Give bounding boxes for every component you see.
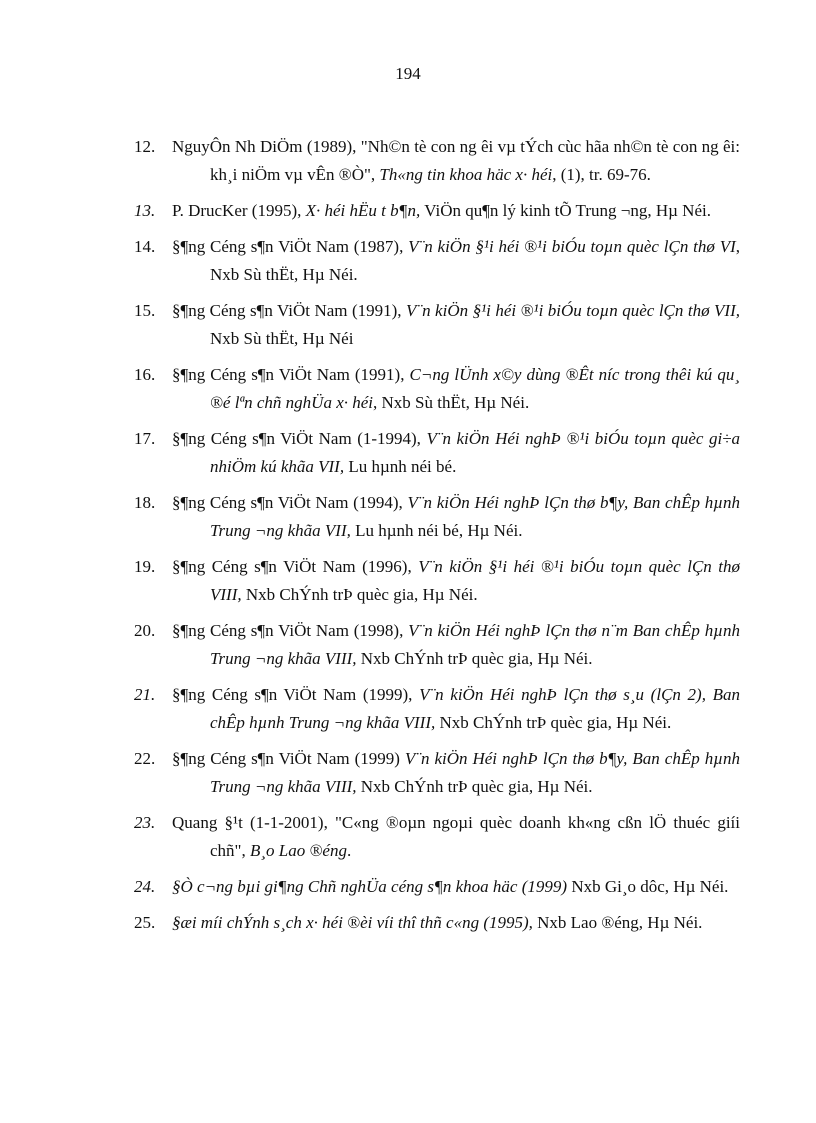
reference-title: C¬ng lÜnh x©y dùng ®Êt níc trong thêi kú qu¸ ®é lªn chñ nghÜa x· héi [210,365,741,412]
reference-item-25 [134,909,740,937]
reference-number: 23. [134,813,156,832]
reference-text: §¶ng Céng s¶n ViÖt Nam (1999), [172,685,420,704]
reference-text: §¶ng Céng s¶n ViÖt Nam (1998), [172,621,409,640]
reference-item-19 [134,553,740,609]
reference-text: §¶ng Céng s¶n ViÖt Nam (1987), [172,237,409,256]
reference-number: 13. [134,201,156,220]
reference-text: ViÖn qu¶n lý kinh tÕ Trung ¬ng, Hµ Néi. [420,201,711,220]
reference-item-23 [134,809,740,865]
reference-text: §¶ng Céng s¶n ViÖt Nam (1999) [172,749,405,768]
reference-item-12 [134,133,740,189]
reference-item-14 [134,233,740,289]
reference-item-24 [134,873,740,901]
reference-text: Nxb Lao ®éng, Hµ Néi. [532,913,703,932]
reference-text: Nxb ChÝnh trÞ quèc gia, Hµ Néi. [356,649,593,668]
reference-number: 12. [134,137,156,156]
reference-text: , (1), tr. 69-76. [552,165,651,184]
reference-text: NguyÔn Nh DiÖm (1989), "Nh©n tè con ng êi vµ tÝch cùc hãa nh©n tè con ng êi: kh¸i niÖm vµ vÊn ®Ò", [172,137,740,184]
reference-item-13 [134,197,740,225]
reference-text: Nxb ChÝnh trÞ quèc gia, Hµ Néi. [435,713,672,732]
reference-text: Nxb ChÝnh trÞ quèc gia, Hµ Néi. [241,585,478,604]
reference-title: V¨n kiÖn Héi nghÞ lÇn thø b¶y, Ban chÊp hµnh Trung ¬ng khãa VII, [210,493,740,540]
reference-number: 19. [134,557,156,576]
reference-title: V¨n kiÖn Héi nghÞ lÇn thø n¨m Ban chÊp hµnh Trung ¬ng khãa VIII, [210,621,740,668]
reference-number: 16. [134,365,156,384]
reference-title: Th«ng tin khoa häc x· héi [379,165,553,184]
reference-item-21 [134,681,740,737]
reference-number: 14. [134,237,156,256]
reference-title: V¨n kiÖn §¹i héi ®¹i biÓu toµn quèc lÇn thø VI [408,237,736,256]
reference-text: . [346,841,352,860]
reference-text: §¶ng Céng s¶n ViÖt Nam (1991), [172,301,407,320]
reference-text: Lu hµnh néi bé. [344,457,457,476]
reference-item-15 [134,297,740,353]
reference-text: §¶ng Céng s¶n ViÖt Nam (1-1994), [172,429,427,448]
reference-item-22 [134,745,740,801]
reference-text: §¶ng Céng s¶n ViÖt Nam (1994), [172,493,408,512]
reference-text: §¶ng Céng s¶n ViÖt Nam (1996), [172,557,419,576]
reference-number: 25. [134,913,156,932]
reference-title: V¨n kiÖn Héi nghÞ lÇn thø b¶y, Ban chÊp hµnh Trung ¬ng khãa VIII, [210,749,740,796]
reference-title: B¸o Lao ®éng [250,841,347,860]
reference-text: Nxb Sù thËt, Hµ Néi [210,329,354,348]
reference-text: , Nxb Sù thËt, Hµ Néi. [210,237,741,284]
reference-title: §Ò c¬ng bµi gi¶ng Chñ nghÜa céng s¶n khoa häc (1999) [172,877,568,896]
reference-number: 15. [134,301,156,320]
reference-item-16 [134,361,740,417]
reference-title: V¨n kiÖn §¹i héi ®¹i biÓu toµn quèc lÇn thø VIII, [210,557,741,604]
reference-text: Lu hµnh néi bé, Hµ Néi. [350,521,523,540]
reference-text: Nxb Gi¸o dôc, Hµ Néi. [567,877,729,896]
reference-number: 18. [134,493,156,512]
reference-number: 20. [134,621,156,640]
reference-title: §æi míi chÝnh s¸ch x· héi ®èi víi thî thñ c«ng (1995), [172,913,533,932]
reference-list [134,133,740,945]
reference-item-18 [134,489,740,545]
reference-item-17 [134,425,740,481]
page-number: 194 [395,64,421,83]
reference-text: , Nxb Sù thËt, Hµ Néi. [373,393,530,412]
reference-text: §¶ng Céng s¶n ViÖt Nam (1991), [172,365,410,384]
reference-title: X· héi hËu t b¶n, [305,201,421,220]
reference-number: 17. [134,429,156,448]
reference-text: Quang §¹t (1-1-2001), "C«ng ®oµn ngoµi quèc doanh kh«ng cßn lÖ thuéc giíi chñ", [172,813,740,860]
reference-item-20 [134,617,740,673]
reference-title: V¨n kiÖn Héi nghÞ lÇn thø s¸u (lÇn 2), Ban chÊp hµnh Trung ¬ng khãa VIII, [210,685,740,732]
reference-text: P. DrucKer (1995), [172,201,306,220]
reference-title: V¨n kiÖn §¹i héi ®¹i biÓu toµn quèc lÇn thø VII, [406,301,741,320]
reference-number: 24. [134,877,156,896]
reference-title: V¨n kiÖn Héi nghÞ ®¹i biÓu toµn quèc gi÷a nhiÖm kú khãa VII, [210,429,740,476]
reference-text: Nxb ChÝnh trÞ quèc gia, Hµ Néi. [356,777,593,796]
reference-number: 21. [134,685,156,704]
reference-number: 22. [134,749,156,768]
